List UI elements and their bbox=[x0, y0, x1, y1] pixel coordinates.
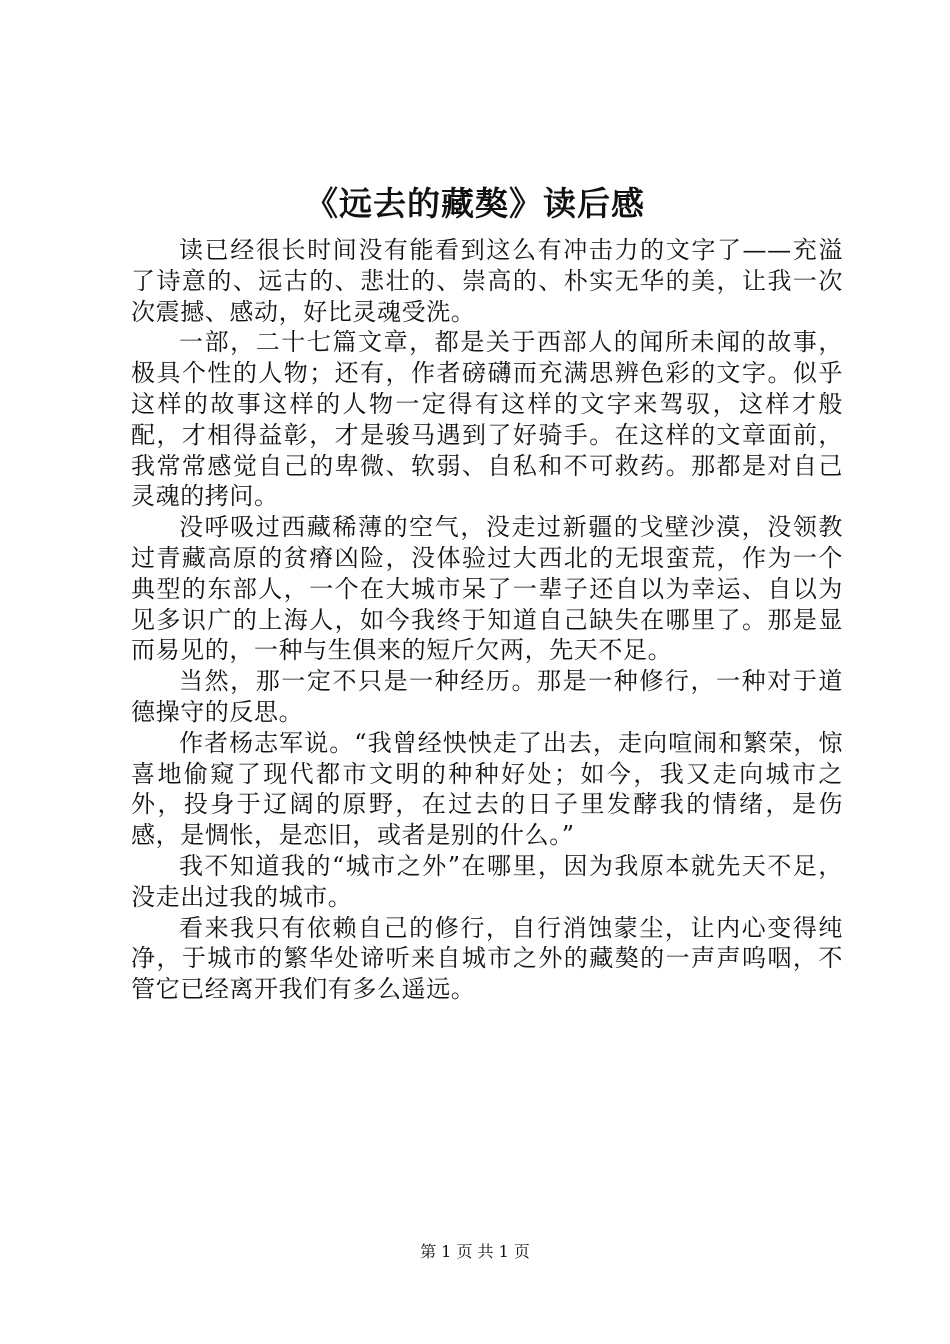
paragraph-7: 看来我只有依赖自己的修行，自行消蚀蒙尘，让内心变得纯净，于城市的繁华处谛听来自城市之外的藏獒的一声声呜咽，不管它已经离开我们有多么遥远。 bbox=[131, 913, 843, 1004]
document-body bbox=[131, 235, 843, 1005]
page-footer: 第 1 页 共 1 页 bbox=[420, 1242, 530, 1261]
document-title: 《远去的藏獒》读后感 bbox=[305, 184, 645, 223]
paragraph-2: 一部，二十七篇文章，都是关于西部人的闻所未闻的故事，极具个性的人物；还有，作者磅礴而充满思辨色彩的文字。似乎这样的故事这样的人物一定得有这样的文字来驾驭，这样才般配，才相得益彰，才是骏马遇到了好骑手。在这样的文章面前，我常常感觉自己的卑微、软弱、自私和不可救药。那都是对自己灵魂的拷问。 bbox=[131, 328, 843, 511]
paragraph-6: 我不知道我的“城市之外”在哪里，因为我原本就先天不足，没走出过我的城市。 bbox=[131, 851, 843, 911]
paragraph-4: 当然，那一定不只是一种经历。那是一种修行，一种对于道德操守的反思。 bbox=[131, 667, 843, 726]
paragraph-5: 作者杨志军说。“我曾经怏怏走了出去，走向喧闹和繁荣，惊喜地偷窥了现代都市文明的种种好处；如今，我又走向城市之外，投身于辽阔的原野，在过去的日子里发酵我的情绪，是伤感，是惆怅，是恋旧，或者是别的什么。” bbox=[131, 728, 843, 850]
paragraph-3: 没呼吸过西藏稀薄的空气，没走过新疆的戈壁沙漠，没领教过青藏高原的贫瘠凶险，没体验过大西北的无垠蛮荒，作为一个典型的东部人，一个在大城市呆了一辈子还自以为幸运、自以为见多识广的上海人，如今我终于知道自己缺失在哪里了。那是显而易见的，一种与生俱来的短斤欠两，先天不足。 bbox=[131, 513, 843, 665]
paragraph-1: 读已经很长时间没有能看到这么有冲击力的文字了——充溢了诗意的、远古的、悲壮的、崇高的、朴实无华的美，让我一次次震撼、感动，好比灵魂受洗。 bbox=[131, 236, 843, 326]
